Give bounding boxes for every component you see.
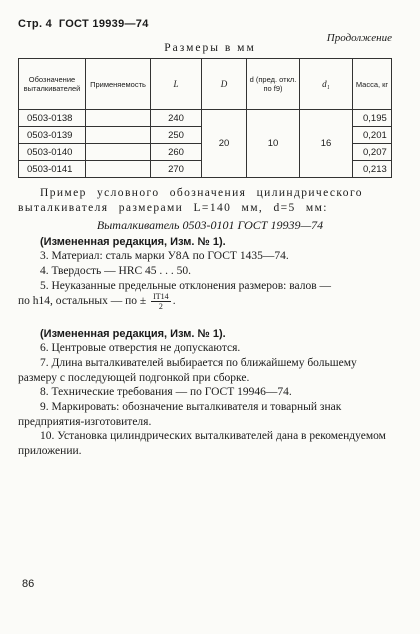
column-header-D: D <box>202 59 247 110</box>
cell-L: 270 <box>151 161 202 178</box>
page-label: Стр. 4 <box>18 18 53 30</box>
continuation-label: Продолжение <box>326 32 392 44</box>
cell-L: 260 <box>151 144 202 161</box>
cell-designation: 0503-0138 <box>19 110 86 127</box>
cell-applicability <box>86 144 151 161</box>
cell-designation: 0503-0141 <box>19 161 86 178</box>
item-5-fraction <box>151 292 171 311</box>
example-paragraph: Пример условного обозначения цилиндрического выталкивателя размерами L=140 мм, d=5 мм: <box>18 187 363 214</box>
item-5-text: по h14, остальных — по ± <box>18 295 147 308</box>
cell-designation: 0503-0139 <box>19 127 86 144</box>
item-5-line-2 <box>18 292 396 311</box>
page-header <box>18 18 149 30</box>
item-8: 8. Технические требования — по ГОСТ 19946—74. <box>40 386 292 398</box>
item-10: 10. Установка цилиндрических выталкивателей дана в рекомендуемом приложении. <box>18 430 386 457</box>
column-header-L: L <box>151 59 202 110</box>
table-caption: Размеры в мм <box>164 42 256 54</box>
dimensions-table <box>18 58 392 178</box>
column-header-d: d (пред. откл. по f9) <box>247 59 300 110</box>
item-5-line-1: 5. Неуказанные предельные отклонения размеров: валов — <box>40 280 332 292</box>
page-number: 86 <box>22 578 35 590</box>
revision-note-2: (Измененная редакция, Изм. № 1). <box>40 328 226 340</box>
table-row <box>19 110 392 127</box>
cell-applicability <box>86 161 151 178</box>
item-4: 4. Твердость — HRC 45 . . . 50. <box>40 265 192 277</box>
fraction-numerator: IT14 <box>153 292 169 301</box>
cell-L: 250 <box>151 127 202 144</box>
revision-note-1: (Измененная редакция, Изм. № 1). <box>40 236 226 248</box>
item-3: 3. Материал: сталь марки У8А по ГОСТ 1435—74. <box>40 250 289 262</box>
table-header-row <box>19 59 392 110</box>
column-header-designation: Обозначение выталкивателей <box>19 59 86 110</box>
cell-D: 20 <box>202 110 247 178</box>
cell-d: 10 <box>247 110 300 178</box>
cell-applicability <box>86 110 151 127</box>
column-header-mass: Масса, кг <box>353 59 392 110</box>
item-7: 7. Длина выталкивателей выбирается по ближайшему большему размеру с последующей подгонкой при сборке. <box>18 357 357 384</box>
item-6: 6. Центровые отверстия не допускаются. <box>40 342 241 354</box>
standard-label: ГОСТ 19939—74 <box>58 18 149 30</box>
column-header-applicability: Применяемость <box>86 59 151 110</box>
column-header-d1: d₁ <box>300 59 353 110</box>
cell-designation: 0503-0140 <box>19 144 86 161</box>
cell-mass: 0,195 <box>353 110 392 127</box>
cell-mass: 0,201 <box>353 127 392 144</box>
item-9: 9. Маркировать: обозначение выталкивателя и товарный знак предприятия-изготовителя. <box>18 401 342 428</box>
designation-example: Выталкиватель 0503-0101 ГОСТ 19939—74 <box>96 218 324 232</box>
cell-applicability <box>86 127 151 144</box>
cell-L: 240 <box>151 110 202 127</box>
fraction-denominator: 2 <box>158 302 163 311</box>
cell-mass: 0,207 <box>353 144 392 161</box>
item-5-end: . <box>172 295 176 308</box>
cell-d1: 16 <box>300 110 353 178</box>
cell-mass: 0,213 <box>353 161 392 178</box>
